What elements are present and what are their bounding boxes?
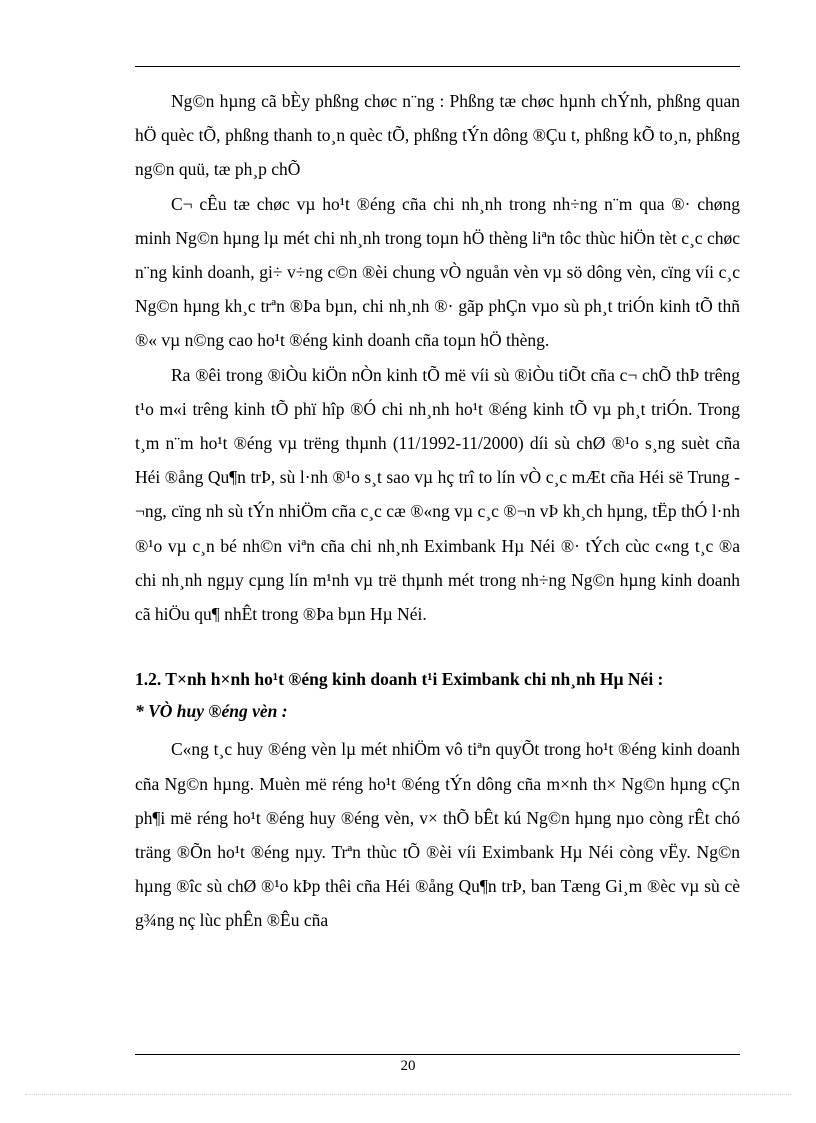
subsection-heading: * VÒ huy ®éng vèn :: [135, 701, 288, 722]
paragraph-departments: Ng©n hµng cã bÈy phßng chøc n¨ng : Phßng tæ chøc hµnh chÝnh, phßng quan hÖ quèc tÕ, phßng thanh to¸n quèc tÕ, phßng tÝn dông ®Çu t, phßng kÕ to¸n, phßng ng©n quü, tæ ph¸p chÕ: [135, 91, 740, 180]
page-number: 20: [400, 1058, 416, 1074]
section-heading: 1.2. T×nh h×nh ho¹t ®éng kinh doanh t¹i Eximbank chi nh¸nh Hµ Néi :: [135, 669, 664, 690]
page-break-line: [25, 1094, 791, 1095]
paragraph-organization: C¬ cÊu tæ chøc vµ ho¹t ®éng cña chi nh¸nh trong nh÷ng n¨m qua ®· chøng minh Ng©n hµng lµ mét chi nh¸nh trong toµn hÖ thèng liªn tôc thùc hiÖn tèt c¸c chøc n¨ng kinh doanh, gi÷ v÷ng c©n ®èi chung vÒ nguån vèn vµ sö dông vèn, cïng víi c¸c Ng©n hµng kh¸c trªn ®Þa bµn, chi nh¸nh ®· gãp phÇn vµo sù ph¸t triÓn kinh tÕ thñ ®« vµ n©ng cao ho¹t ®éng kinh doanh cña toµn hÖ thèng.: [135, 193, 740, 351]
footer-rule: [135, 1054, 740, 1055]
page-body: [135, 84, 740, 938]
header-rule: [135, 66, 740, 67]
paragraph-capital-mobilization: C«ng t¸c huy ®éng vèn lµ mét nhiÖm vô tiªn quyÕt trong ho¹t ®éng kinh doanh cña Ng©n hµng. Muèn më réng ho¹t ®éng tÝn dông cña m×nh th× Ng©n hµng cÇn ph¶i më réng ho¹t ®éng huy ®éng vèn, v× thÕ bÊt kú Ng©n hµng nµo còng rÊt chó träng ®Õn ho¹t ®éng nµy. Trªn thùc tÕ ®èi víi Eximbank Hµ Néi còng vËy. Ng©n hµng ®îc sù chØ ®¹o kÞp thêi cña Héi ®ång Qu¶n trÞ, ban Tæng Gi¸m ®èc vµ sù cè g¾ng nç lùc phÊn ®Êu cña: [135, 739, 740, 931]
paragraph-history: Ra ®êi trong ®iÒu kiÖn nÒn kinh tÕ më víi sù ®iÒu tiÕt cña c¬ chÕ thÞ trêng t¹o m«i trêng kinh tÕ phï hîp ®Ó chi nh¸nh ho¹t ®éng kinh tÕ vµ ph¸t triÓn. Trong t¸m n¨m ho¹t ®éng vµ trëng thµnh (11/1992-11/2000) díi sù chØ ®¹o s¸ng suèt cña Héi ®ång Qu¶n trÞ, sù l·nh ®¹o s¸t sao vµ hç trî to lín vÒ c¸c mÆt cña Héi së Trung ¬ng, cïng nh sù tÝn nhiÖm cña c¸c cæ ®«ng vµ c¸c ®¬n vÞ kh¸ch hµng, tËp thÓ l·nh ®¹o vµ c¸n bé nh©n viªn cña chi nh¸nh Eximbank Hµ Néi ®· tÝch cùc c«ng t¸c ®a chi nh¸nh ngµy cµng lín m¹nh vµ trë thµnh mét trong nh÷ng Ng©n hµng kinh doanh cã hiÖu qu¶ nhÊt trong ®Þa bµn Hµ Néi.: [135, 364, 740, 625]
